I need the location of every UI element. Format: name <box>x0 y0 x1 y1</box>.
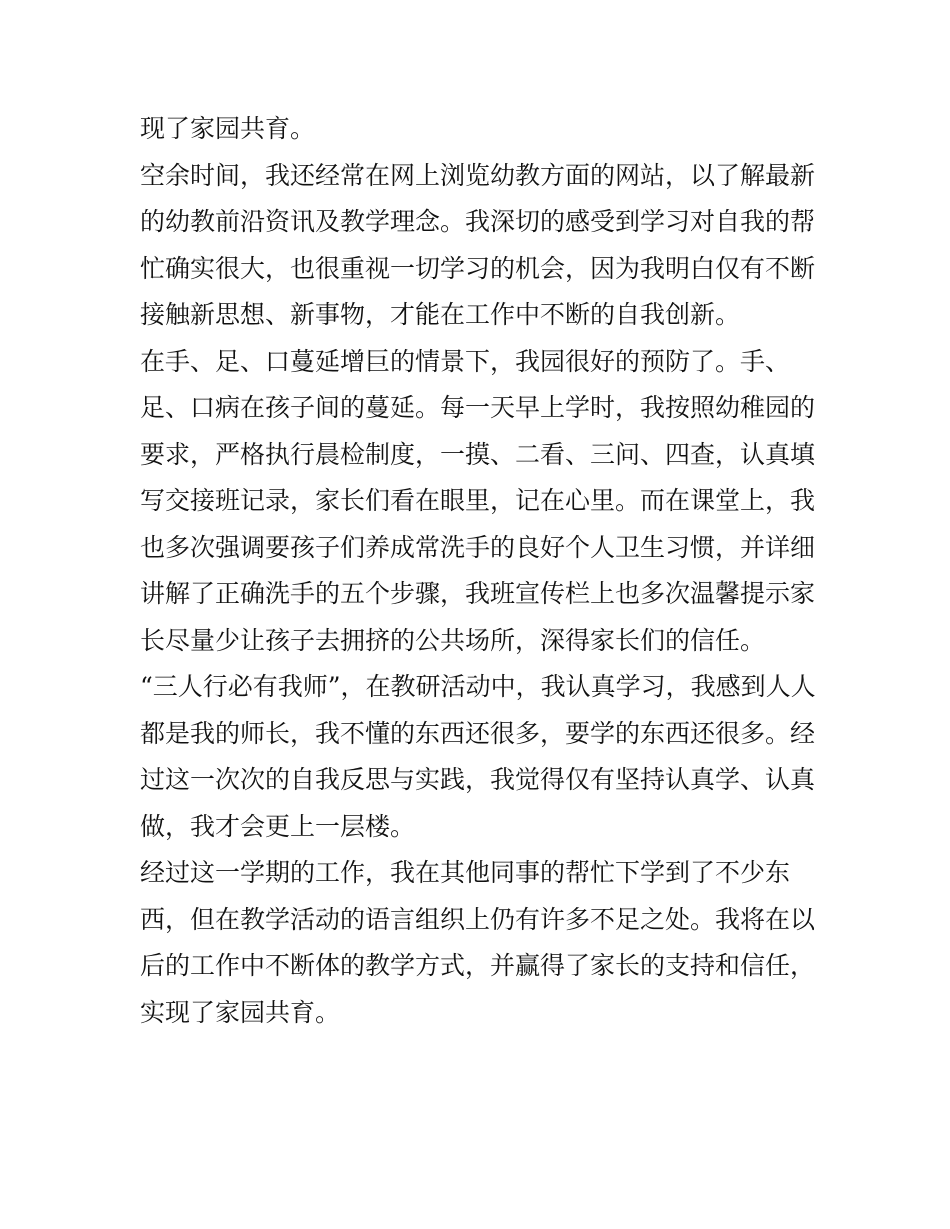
text-line: 做，我才会更上一层楼。 <box>140 811 416 841</box>
text-line: 空余时间，我还经常在网上浏览幼教方面的网站，以了解最新 <box>140 160 816 190</box>
text-line: 实现了家园共育。 <box>140 997 341 1027</box>
text-line: 接触新思想、新事物，才能在工作中不断的自我创新。 <box>140 300 741 329</box>
text-line: 在手、足、口蔓延增巨的情景下，我园很好的预防了。手、 <box>140 346 791 376</box>
text-line: 后的工作中不断体的教学方式，并赢得了家长的支持和信任， <box>140 951 816 980</box>
text-line: 要求，严格执行晨检制度，一摸、二看、三问、四查，认真填 <box>140 439 816 469</box>
text-line: 长尽量少让孩子去拥挤的公共场所，深得家长们的信任。 <box>140 625 766 655</box>
text-line: 也多次强调要孩子们养成常洗手的良好个人卫生习惯，并详细 <box>140 532 816 562</box>
text-line: “三人行必有我师”，在教研活动中，我认真学习，我感到人人 <box>140 672 816 701</box>
text-line: 都是我的师长，我不懂的东西还很多，要学的东西还很多。经 <box>140 718 816 748</box>
text-line: 足、口病在孩子间的蔓延。每一天早上学时，我按照幼稚园的 <box>140 393 816 422</box>
text-line: 的幼教前沿资讯及教学理念。我深切的感受到学习对自我的帮 <box>140 207 816 236</box>
text-line: 西，但在教学活动的语言组织上仍有许多不足之处。我将在以 <box>140 904 816 934</box>
text-line: 过这一次次的自我反思与实践，我觉得仅有坚持认真学、认真 <box>140 765 816 794</box>
text-line: 忙确实很大，也很重视一切学习的机会，因为我明白仅有不断 <box>140 253 816 283</box>
text-line: 写交接班记录，家长们看在眼里，记在心里。而在课堂上，我 <box>140 486 816 515</box>
text-line: 讲解了正确洗手的五个步骤，我班宣传栏上也多次温馨提示家 <box>140 579 816 608</box>
text-line: 经过这一学期的工作，我在其他同事的帮忙下学到了不少东 <box>140 858 791 887</box>
text-line: 现了家园共育。 <box>140 114 316 143</box>
document-body <box>140 106 820 1036</box>
